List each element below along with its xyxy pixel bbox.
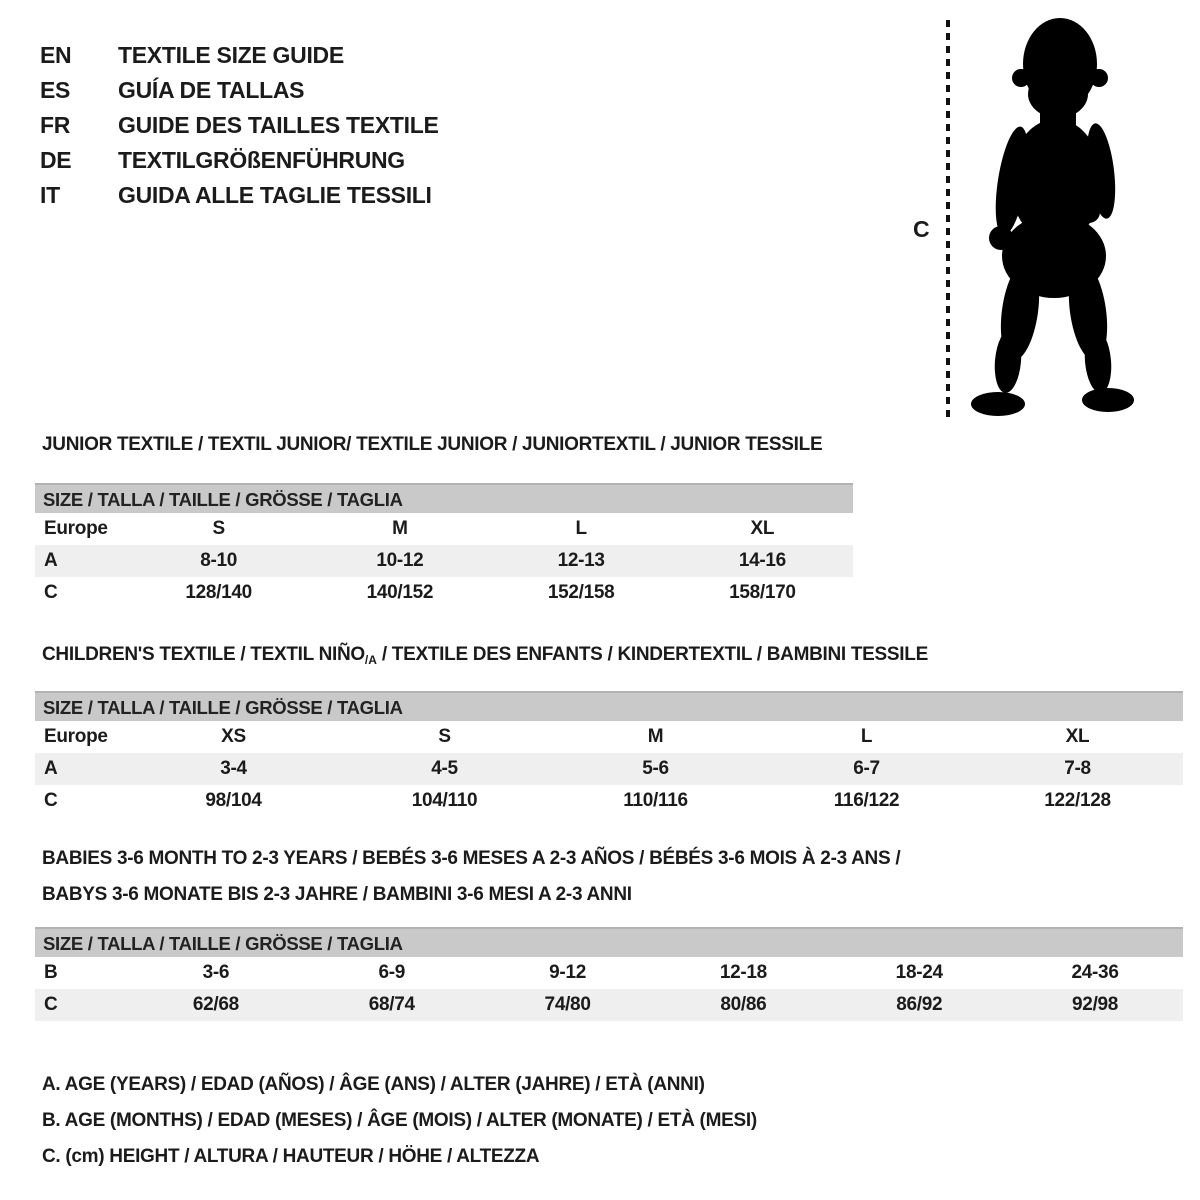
- row-label: A: [44, 758, 58, 779]
- guide-title-it: GUIDA ALLE TAGLIE TESSILI: [118, 182, 432, 208]
- junior-row-c: [35, 577, 853, 609]
- table-cell: 104/110: [411, 790, 478, 811]
- table-cell: XS: [221, 726, 246, 747]
- height-measure-dashed-line: [946, 20, 950, 418]
- language-code: FR: [40, 112, 71, 138]
- legend-line-b: B. AGE (MONTHS) / EDAD (MESES) / ÂGE (MOIS) / ALTER (MONATE) / ETÀ (MESI): [42, 1110, 757, 1131]
- language-code: ES: [40, 77, 71, 103]
- children-row-a: [35, 753, 1183, 785]
- language-row-de: [40, 147, 405, 173]
- table-cell: 74/80: [544, 994, 591, 1015]
- legend-line-c: C. (cm) HEIGHT / ALTURA / HAUTEUR / HÖHE / ALTEZZA: [42, 1146, 540, 1167]
- table-cell: 62/68: [192, 994, 239, 1015]
- language-code: IT: [40, 182, 60, 208]
- language-code: DE: [40, 147, 72, 173]
- row-label: C: [44, 582, 58, 603]
- table-cell: 68/74: [368, 994, 415, 1015]
- guide-title-en: TEXTILE SIZE GUIDE: [118, 42, 344, 68]
- legend-line-a: A. AGE (YEARS) / EDAD (AÑOS) / ÂGE (ANS) / ALTER (JAHRE) / ETÀ (ANNI): [42, 1074, 705, 1095]
- table-cell: M: [392, 518, 408, 539]
- table-cell: 9-12: [549, 962, 586, 983]
- children-section-title: [42, 644, 928, 671]
- children-title-sub: /A: [364, 653, 377, 667]
- babies-size-header-bar: SIZE / TALLA / TAILLE / GRÖSSE / TAGLIA: [35, 927, 1183, 957]
- table-cell: 128/140: [185, 582, 252, 603]
- table-cell: 140/152: [366, 582, 434, 603]
- table-cell: 18-24: [895, 962, 943, 983]
- table-cell: 3-6: [202, 962, 230, 983]
- children-title-pre: CHILDREN'S TEXTILE / TEXTIL NIÑO: [42, 644, 365, 665]
- table-cell: XL: [1065, 726, 1090, 747]
- table-cell: 122/128: [1044, 790, 1111, 811]
- table-cell: 98/104: [205, 790, 262, 811]
- babies-row-c: [35, 989, 1183, 1021]
- guide-title-fr: GUIDE DES TAILLES TEXTILE: [118, 112, 439, 138]
- table-cell: 14-16: [738, 550, 786, 571]
- row-label: B: [44, 962, 58, 983]
- table-cell: 92/98: [1072, 994, 1119, 1015]
- table-cell: 6-7: [853, 758, 880, 779]
- language-row-es: [40, 77, 304, 103]
- table-cell: M: [647, 726, 664, 747]
- children-row-c: [35, 785, 1183, 817]
- table-cell: 86/92: [896, 994, 943, 1015]
- table-cell: 24-36: [1071, 962, 1119, 983]
- row-label: A: [44, 550, 58, 571]
- junior-row-a: [35, 545, 853, 577]
- table-cell: 3-4: [220, 758, 247, 779]
- children-row-europe: [35, 721, 1183, 753]
- row-label: Europe: [44, 518, 108, 539]
- table-cell: 152/158: [547, 582, 615, 603]
- table-cell: 158/170: [729, 582, 796, 603]
- babies-section-title-line2: BABYS 3-6 MONATE BIS 2-3 JAHRE / BAMBINI 3-6 MESI A 2-3 ANNI: [42, 884, 632, 905]
- guide-title-de: TEXTILGRÖßENFÜHRUNG: [118, 147, 405, 173]
- babies-row-b: [35, 957, 1183, 989]
- table-cell: 110/116: [623, 790, 688, 811]
- table-cell: 4-5: [431, 758, 458, 779]
- table-cell: 8-10: [200, 550, 238, 571]
- guide-title-es: GUÍA DE TALLAS: [118, 77, 305, 103]
- table-cell: 80/86: [720, 994, 767, 1015]
- row-label: C: [44, 790, 58, 811]
- table-cell: 12-18: [719, 962, 767, 983]
- table-cell: 10-12: [376, 550, 424, 571]
- children-size-header-bar: SIZE / TALLA / TAILLE / GRÖSSE / TAGLIA: [35, 691, 1183, 721]
- table-cell: 7-8: [1064, 758, 1091, 779]
- height-measure-label: C: [913, 216, 930, 242]
- junior-section-title: JUNIOR TEXTILE / TEXTIL JUNIOR/ TEXTILE JUNIOR / JUNIORTEXTIL / JUNIOR TESSILE: [42, 434, 823, 455]
- junior-size-header-bar: SIZE / TALLA / TAILLE / GRÖSSE / TAGLIA: [35, 483, 853, 513]
- language-code: EN: [40, 42, 72, 68]
- table-cell: L: [860, 726, 873, 747]
- table-cell: 12-13: [557, 550, 605, 571]
- toddler-silhouette: [968, 16, 1136, 418]
- table-cell: 5-6: [642, 758, 669, 779]
- language-row-en: [40, 42, 344, 68]
- table-cell: 6-9: [378, 962, 406, 983]
- table-cell: 116/122: [833, 790, 900, 811]
- language-row-fr: [40, 112, 439, 138]
- table-cell: XL: [750, 518, 775, 539]
- junior-row-europe: [35, 513, 853, 545]
- table-cell: S: [212, 518, 225, 539]
- language-row-it: [40, 182, 432, 208]
- babies-section-title-line1: BABIES 3-6 MONTH TO 2-3 YEARS / BEBÉS 3-6 MESES A 2-3 AÑOS / BÉBÉS 3-6 MOIS À 2-3 ANS /: [42, 848, 901, 869]
- table-cell: S: [438, 726, 451, 747]
- table-cell: L: [575, 518, 587, 539]
- children-title-post: / TEXTILE DES ENFANTS / KINDERTEXTIL / BAMBINI TESSILE: [376, 644, 928, 665]
- row-label: C: [44, 994, 58, 1015]
- row-label: Europe: [44, 726, 108, 747]
